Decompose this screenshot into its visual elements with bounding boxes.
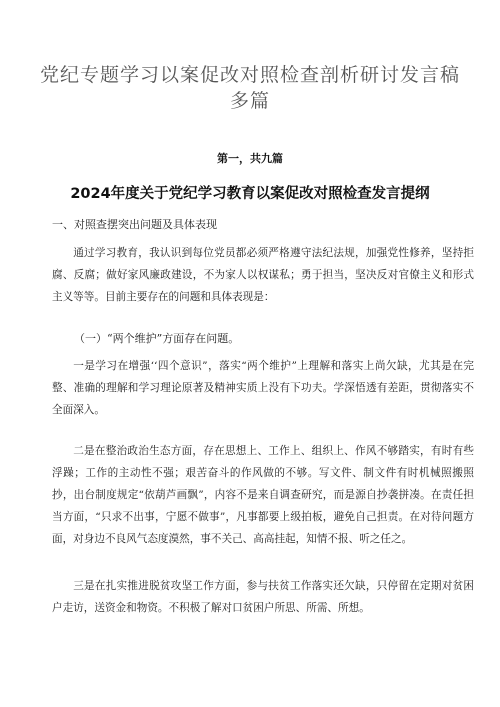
paragraph-point-two: 二是在整治政治生态方面，存在思想上、工作上、组织上、作风不够踏实，有时有些浮躁；工作的主动性不强；艰苦奋斗的作风做的不够。写文件、制文件有时机械照搬照抄，出台制度规定“依葫芦画飘”，内容不是来自调查研究，而是源自抄袭拼凑。在责任担当方面，“只求不出事，宁愿不做事”，凡事都要上级拍板，避免自己担责。在对待问题方面，对身边不良风气态度漠然，事不关己、高高挂起，知情不报、听之任之。 xyxy=(52,445,474,545)
section-heading: 一、对照查摆突出问题及具体表现 xyxy=(52,218,217,231)
paragraph-point-one: 一是学习在增强‘‘四个意识”，落实“两个维护”上理解和落实上尚欠缺，尤其是在完整、准确的理解和学习理论原著及精神实质上没有下功夫。学深悟透有差距，贯彻落实不全面深入。 xyxy=(52,360,474,416)
paragraph-point-three: 三是在扎实推进脱贫攻坚工作方面，参与扶贫工作落实还欠缺，只停留在定期对贫困户走访，送资金和物资。不积极了解对口贫困户所思、所需、所想。 xyxy=(52,580,474,614)
part-label: 第一，共九篇 xyxy=(217,152,283,165)
paragraph-intro: 通过学习教育，我认识到每位党员都必须严格遵守法纪法规，加强党性修养，坚持拒腐、反腐；做好家风廉政建设，不为家人以权谋私；勇于担当，坚决反对官僚主义和形式主义等等。目前主要存在的问题和具体表现是： xyxy=(52,247,474,303)
document-title: 党纪专题学习以案促改对照检查剖析研讨发言稿多篇 xyxy=(40,64,461,112)
document-subtitle: 2024年度关于党纪学习教育以案促改对照检查发言提纲 xyxy=(70,186,430,202)
subsection-heading: （一）“两个维护”方面存在问题。 xyxy=(74,332,240,345)
